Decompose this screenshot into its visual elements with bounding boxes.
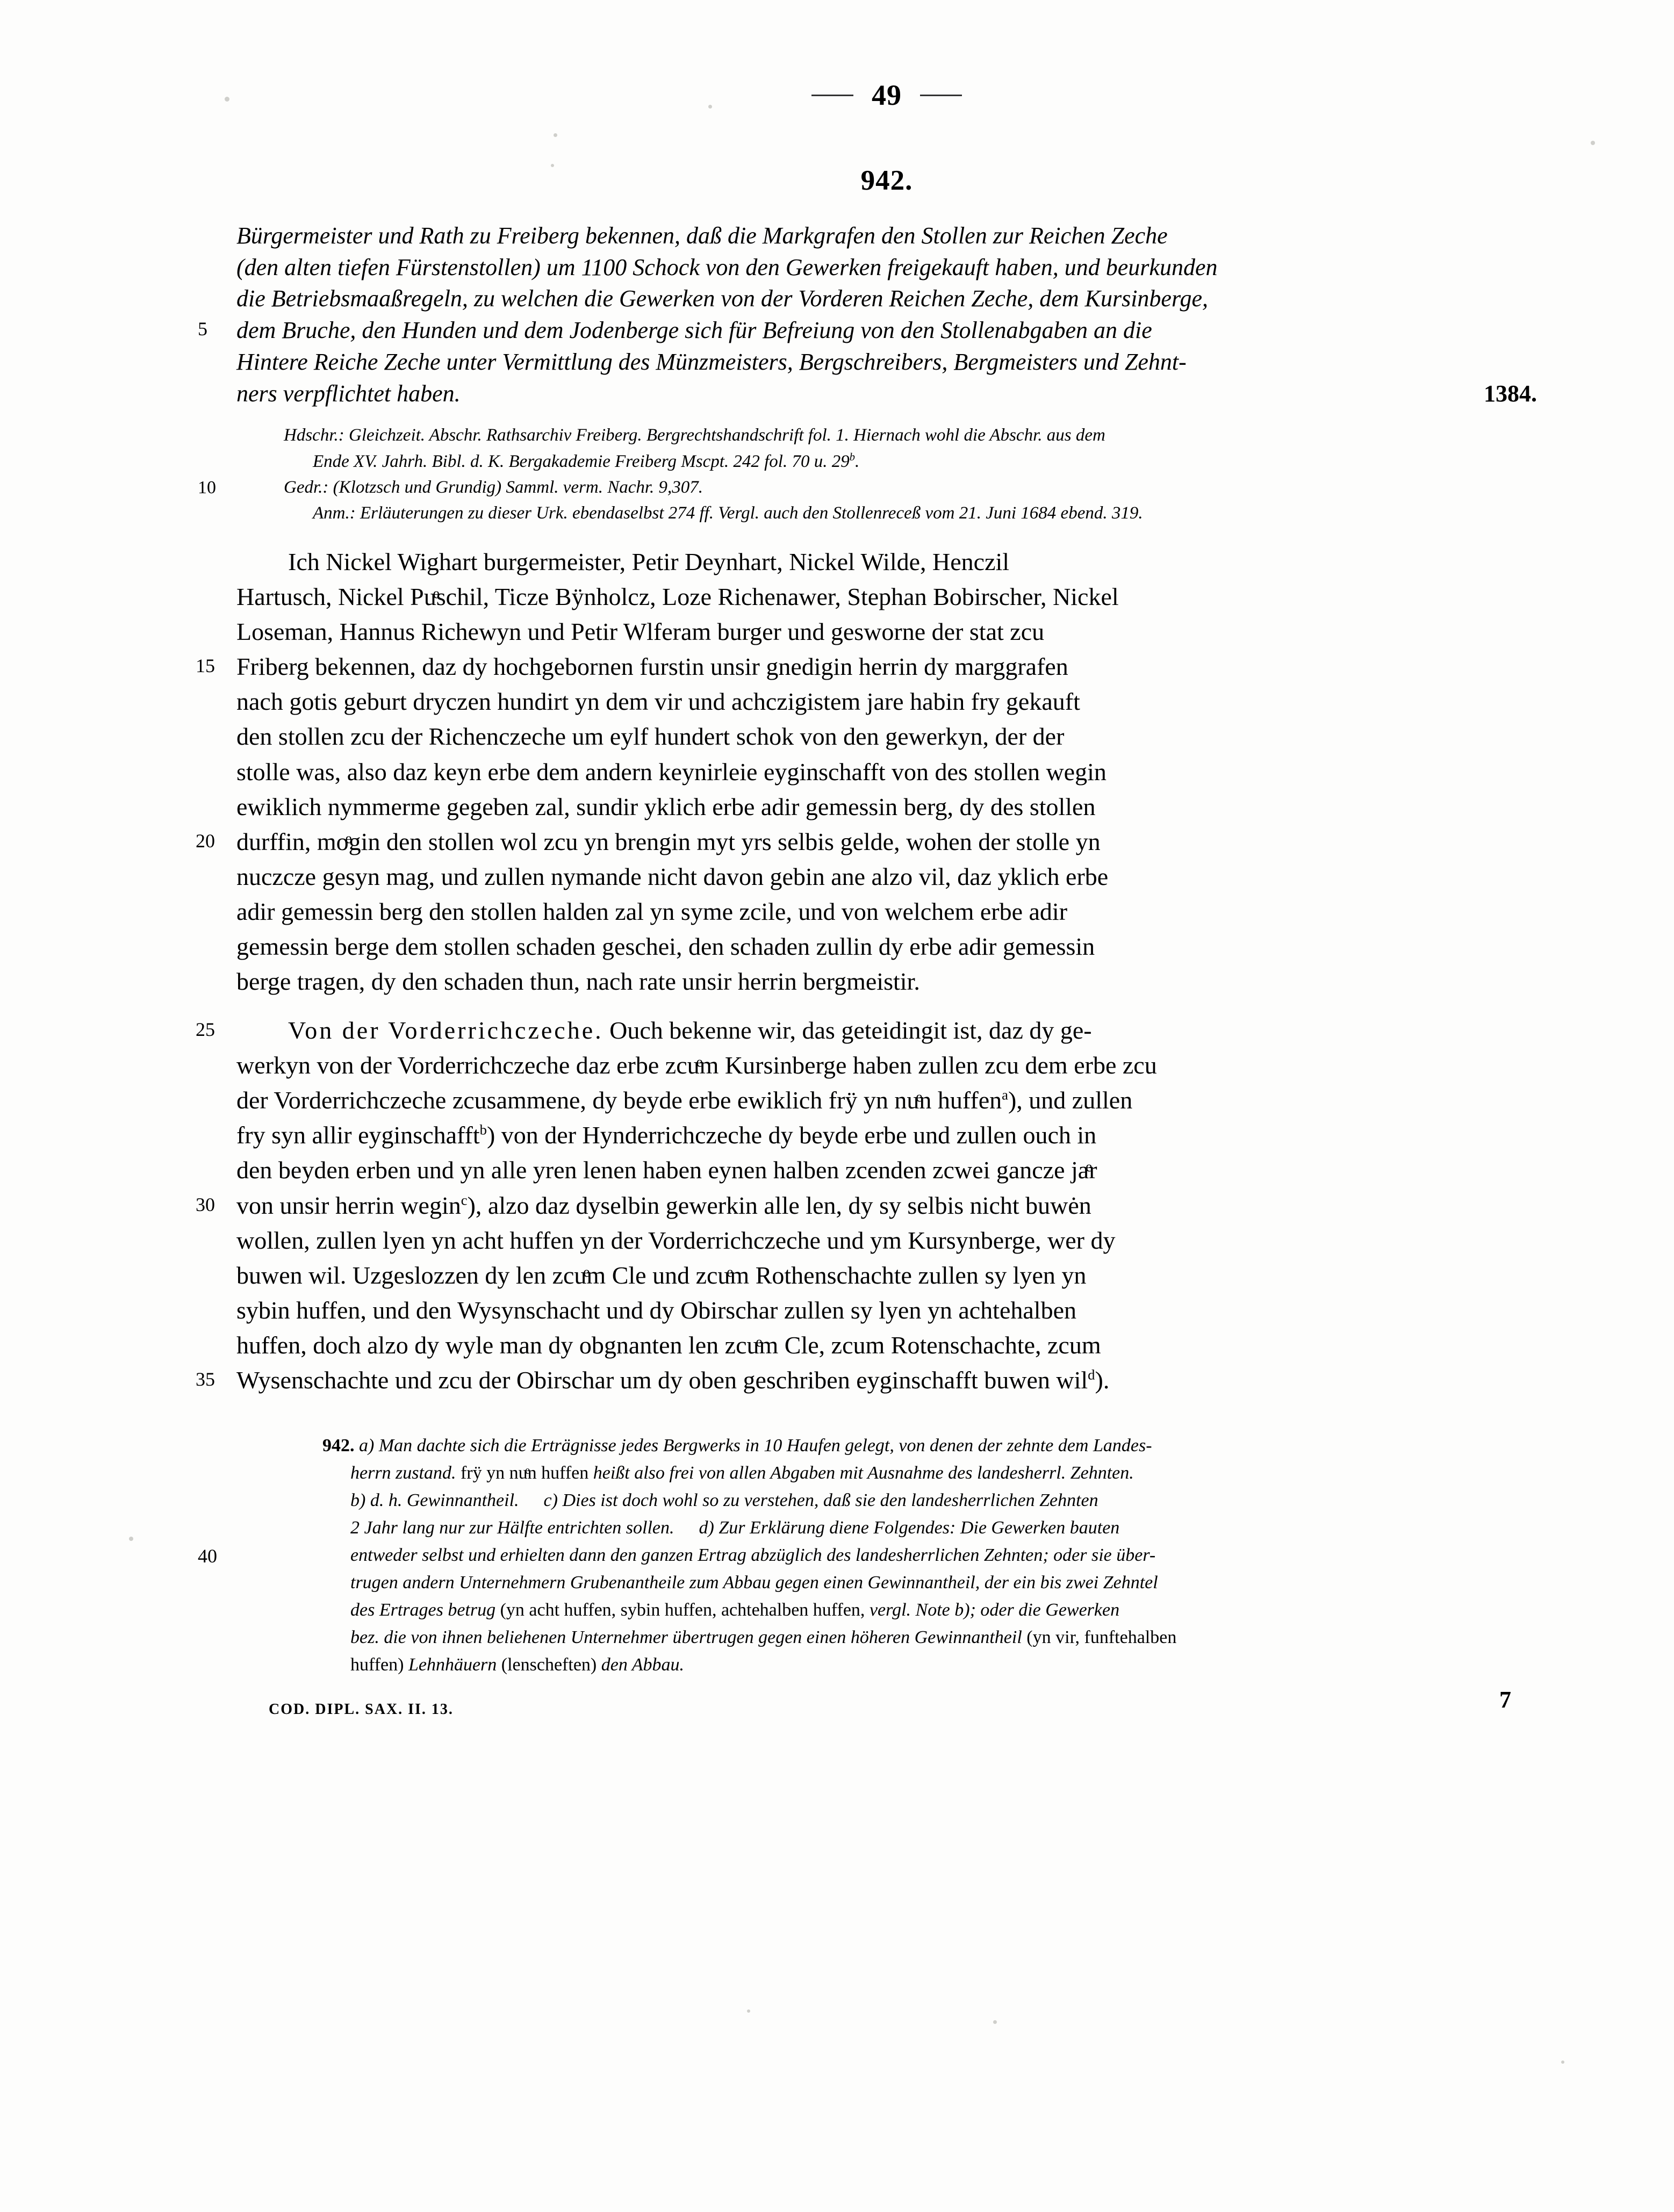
footnote-text: vergl. Note b) (869, 1599, 970, 1620)
apparatus-text-tail: . (854, 451, 860, 471)
body-line (196, 824, 1537, 859)
folio-rule-right (920, 95, 962, 96)
footnote-text: c) Dies ist doch wohl so zu verstehen, daß sie den landesherrlichen Zehnten (543, 1490, 1098, 1510)
regest-line (236, 283, 1537, 315)
footnote-doc-number: 942. (322, 1435, 355, 1456)
line-number: 30 (196, 1193, 215, 1215)
body-line (196, 1188, 1537, 1223)
regest-summary (198, 220, 1537, 409)
body-text: Ouch bekenne wir, das geteidingit ist, daz dy ge- (603, 1017, 1092, 1044)
footnote-text: den Abbau. (601, 1654, 684, 1675)
footnote-text: herrn zustand. (350, 1462, 461, 1483)
line-number: 20 (196, 830, 215, 852)
footnote-quoted-source: (yn acht huffen, sybin huffen, achtehalben huffen, (500, 1599, 870, 1620)
page-content (196, 0, 1537, 1733)
line-number: 35 (196, 1368, 215, 1390)
regest-date: 1384. (1484, 380, 1537, 407)
regest-text: dem Bruche, den Hunden und dem Jodenberge sich für Befreiung von den Stollenabgaben an die (236, 317, 1152, 344)
footnote-line (322, 1459, 1537, 1487)
footnote-line (322, 1596, 1537, 1624)
body-text: fry syn allir eyginschafft (236, 1121, 480, 1149)
body-text: ewiklich nymmerme gegeben zal, sundir yklich erbe adir gemessin berg, dy des stollen (236, 792, 1096, 820)
body-line (236, 789, 1537, 824)
footnote-quoted-source: (lenscheften) (501, 1654, 601, 1675)
apparatus-line (198, 474, 1537, 500)
section-heading: Von der Vorderrichczeche. (288, 1017, 603, 1044)
running-head (236, 81, 1537, 145)
signature-mark: 7 (1499, 1686, 1511, 1713)
footnote-text: ; oder die Gewerken (969, 1599, 1120, 1620)
body-line (236, 1328, 1537, 1363)
body-line (196, 1013, 1537, 1048)
body-line (236, 614, 1537, 649)
regest-line (198, 315, 1537, 347)
body-line (236, 719, 1537, 754)
folio-number: 49 (872, 79, 902, 111)
footnote-text: a) Man dachte sich die Erträgnisse jedes Bergwerks in 10 Haufen gelegt, von denen der zehnte dem Landes- (354, 1435, 1152, 1456)
footnote-line (322, 1432, 1537, 1459)
body-text: Friberg bekennen, daz dy hochgebornen furstin unsir gnedigin herrin dy marggrafen (236, 653, 1068, 681)
body-text: Wysenschachte und zcu der Obirschar um dy oben geschriben eyginschafft buwen wil (236, 1366, 1088, 1394)
footnote-text: bez. die von ihnen beliehenen Unternehmer übertrugen gegen einen höheren Gewinnantheil (350, 1627, 1027, 1647)
folio-group (236, 81, 1537, 110)
body-text: wollen, zullen lyen yn acht huffen yn der Vorderrichczeche und ym Kursynberge, wer dy (236, 1226, 1116, 1254)
body-line (236, 1152, 1537, 1187)
body-text: stolle was, also daz keyn erbe dem andern keynirleie eyginschafft von des stollen wegin (236, 758, 1107, 786)
footnote-block (198, 1432, 1537, 1678)
body-line (236, 894, 1537, 929)
line-number: 15 (196, 655, 215, 677)
footnote-text: entweder selbst und erhielten dann den ganzen Ertrag abzüglich des landesherrlichen Zehnten; oder sie über- (350, 1545, 1156, 1565)
footnote-text: heißt also frei von allen Abgaben mit Ausnahme des landesherrl. Zehnten. (593, 1462, 1134, 1483)
footnote-quoted-source: (yn vir, funftehalben (1026, 1627, 1177, 1647)
footnote-text: 2 Jahr lang nur zur Hälfte entrichten sollen. (350, 1517, 674, 1538)
body-text-tail: ). (1095, 1366, 1110, 1394)
line-number: 10 (198, 477, 216, 498)
document-number: 942. (860, 165, 913, 196)
body-text-tail: ) von der Hynderrichczeche dy beyde erbe und zullen ouch in (486, 1121, 1097, 1149)
body-line (196, 1363, 1537, 1397)
regest-line (236, 347, 1537, 378)
body-line (236, 684, 1537, 719)
apparatus-text: Hdschr.: Gleichzeit. Abschr. Rathsarchiv Freiberg. Bergrechtshandschrift fol. 1. Hiernach wohl die Abschr. aus dem (284, 426, 1105, 445)
body-line (236, 1118, 1537, 1152)
body-line (196, 649, 1537, 684)
body-text-tail: ), und zullen (1008, 1086, 1133, 1114)
body-text: huffen, doch alzo dy wyle man dy obgnanten len zcuͤm Cle, zcum Rotenschachte, zcum (236, 1331, 1101, 1359)
folio-rule-left (811, 95, 853, 96)
footnote-ref-b[interactable]: b (479, 1122, 487, 1139)
body-text: sybin huffen, und den Wysynschacht und dy Obirschar zullen sy lyen yn achtehalben (236, 1296, 1076, 1324)
body-text: den stollen zcu der Richenczeche um eylf hundert schok von den gewerkyn, der der (236, 723, 1065, 751)
scan-speck (993, 2020, 997, 2024)
footnote-ref-d[interactable]: d (1088, 1366, 1095, 1383)
apparatus-text: Gedr.: (Klotzsch und Grundig) Samml. verm. Nachr. 9,307. (284, 477, 703, 497)
body-line (236, 1258, 1537, 1293)
apparatus-line (284, 422, 1537, 448)
body-text: Hartusch, Nickel Puͤschil, Ticze Bÿnholcz, Loze Richenawer, Stephan Bobirscher, Nickel (236, 583, 1119, 611)
body-text: gemessin berge dem stollen schaden geschei, den schaden zullin dy erbe adir gemessin (236, 932, 1095, 960)
body-text: adir gemessin berg den stollen halden zal yn syme zcile, und von welchem erbe adir (236, 897, 1068, 925)
footnote-ref-a[interactable]: a (1002, 1086, 1008, 1103)
regest-text: Hintere Reiche Zeche unter Vermittlung des Münzmeisters, Bergschreibers, Bergmeisters und Zehnt- (236, 348, 1187, 375)
body-text: nuczcze gesyn mag, und zullen nymande nicht davon gebin ane alzo vil, daz yklich erbe (236, 862, 1109, 890)
apparatus-text: Ende XV. Jahrh. Bibl. d. K. Bergakademie Freiberg Mscpt. 242 fol. 70 u. 29 (313, 451, 850, 471)
footnote-line (322, 1487, 1537, 1514)
body-text: durffin, moͤgin den stollen wol zcu yn brengin myt yrs selbis gelde, wohen der stolle yn (236, 827, 1101, 855)
footnote-text: des Ertrages betrug (350, 1599, 500, 1620)
footnote-line (198, 1541, 1537, 1569)
body-line (236, 1048, 1537, 1083)
footnote-text: d) Zur Erklärung diene Folgendes: Die Gewerken bauten (699, 1517, 1120, 1538)
body-text: nach gotis geburt dryczen hundirt yn dem vir und achczigistem jare habin fry gekauft (236, 688, 1080, 716)
apparatus-text: Anm.: Erläuterungen zu dieser Urk. ebendaselbst 274 ff. Vergl. auch den Stollenreceß vom 21. Juni 1684 ebend. 319. (313, 503, 1143, 523)
footnote-line (322, 1514, 1537, 1541)
body-line (236, 1293, 1537, 1328)
charter-body (196, 544, 1537, 1397)
body-text: berge tragen, dy den schaden thun, nach rate unsir herrin bergmeistir. (236, 968, 920, 996)
regest-line (236, 252, 1537, 284)
apparatus-line (284, 449, 1537, 474)
body-line (236, 859, 1537, 894)
body-line (236, 929, 1537, 964)
regest-line (236, 378, 1537, 410)
line-number: 25 (196, 1019, 215, 1041)
body-text-tail: ), alzo daz dyselbin gewerkin alle len, dy sy selbis nicht buwėn (467, 1191, 1091, 1219)
body-text: von unsir herrin wegin (236, 1191, 461, 1219)
body-line (236, 1083, 1537, 1118)
footnote-ref-c[interactable]: c (461, 1192, 468, 1208)
colophon (236, 1686, 1537, 1733)
paragraph-gap (236, 999, 1537, 1013)
body-line (236, 544, 1537, 579)
body-text: werkyn von der Vorderrichczeche daz erbe zcuͤm Kursinberge haben zullen zcu dem erbe zcu (236, 1051, 1157, 1079)
body-text: Ich Nickel Wighart burgermeister, Petir Deynhart, Nickel Wilde, Henczil (288, 548, 1010, 576)
footnote-line (322, 1569, 1537, 1596)
series-signature: COD. DIPL. SAX. II. 13. (269, 1701, 454, 1718)
body-line (236, 754, 1537, 789)
line-number: 5 (198, 318, 207, 340)
scan-speck (1561, 2060, 1564, 2064)
footnote-text: b) d. h. Gewinnantheil. (350, 1490, 519, 1510)
apparatus-line (284, 500, 1537, 526)
body-line (236, 579, 1537, 614)
scan-speck (747, 2009, 750, 2013)
source-apparatus (198, 422, 1537, 526)
body-text: der Vorderrichczeche zcusammene, dy beyde erbe ewiklich frÿ yn nuͤn huffen (236, 1086, 1002, 1114)
scan-speck (1591, 141, 1595, 145)
footnote-quoted-source: frÿ yn nuͤn huffen (460, 1462, 593, 1483)
regest-text: (den alten tiefen Fürstenstollen) um 1100 Schock von den Gewerken freigekauft haben, und beurkunden (236, 254, 1218, 280)
scan-speck (129, 1537, 133, 1541)
footnote-text: Lehnhäuern (408, 1654, 501, 1675)
footnote-line (322, 1624, 1537, 1651)
scan-speck (225, 97, 229, 102)
footnote-quoted-source: huffen) (350, 1654, 408, 1675)
body-line (236, 964, 1537, 999)
regest-text: ners verpflichtet haben. (236, 380, 461, 407)
body-line (236, 1223, 1537, 1258)
regest-line (236, 220, 1537, 252)
footnote-text: trugen andern Unternehmern Grubenantheile zum Abbau gegen einen Gewinnantheil, der ein bis zwei Zehntel (350, 1572, 1158, 1593)
regest-text: Bürgermeister und Rath zu Freiberg bekennen, daß die Markgrafen den Stollen zur Reichen Zeche (236, 222, 1168, 249)
regest-text: die Betriebsmaaßregeln, zu welchen die Gewerken von der Vorderen Reichen Zeche, dem Kursinberge, (236, 285, 1208, 312)
line-number: 40 (198, 1545, 217, 1567)
body-text: Loseman, Hannus Richewyn und Petir Wlferam burger und gesworne der stat zcu (236, 618, 1045, 646)
folio-superscript: b (849, 451, 855, 463)
footnote-line (322, 1651, 1537, 1678)
body-text: den beyden erben und yn alle yren lenen haben eynen halben zcenden zcwei gancze jaͤr (236, 1156, 1097, 1184)
body-text: buwen wil. Uzgeslozzen dy len zcuͤm Cle und zcuͤm Rothenschachte zullen sy lyen yn (236, 1261, 1087, 1289)
